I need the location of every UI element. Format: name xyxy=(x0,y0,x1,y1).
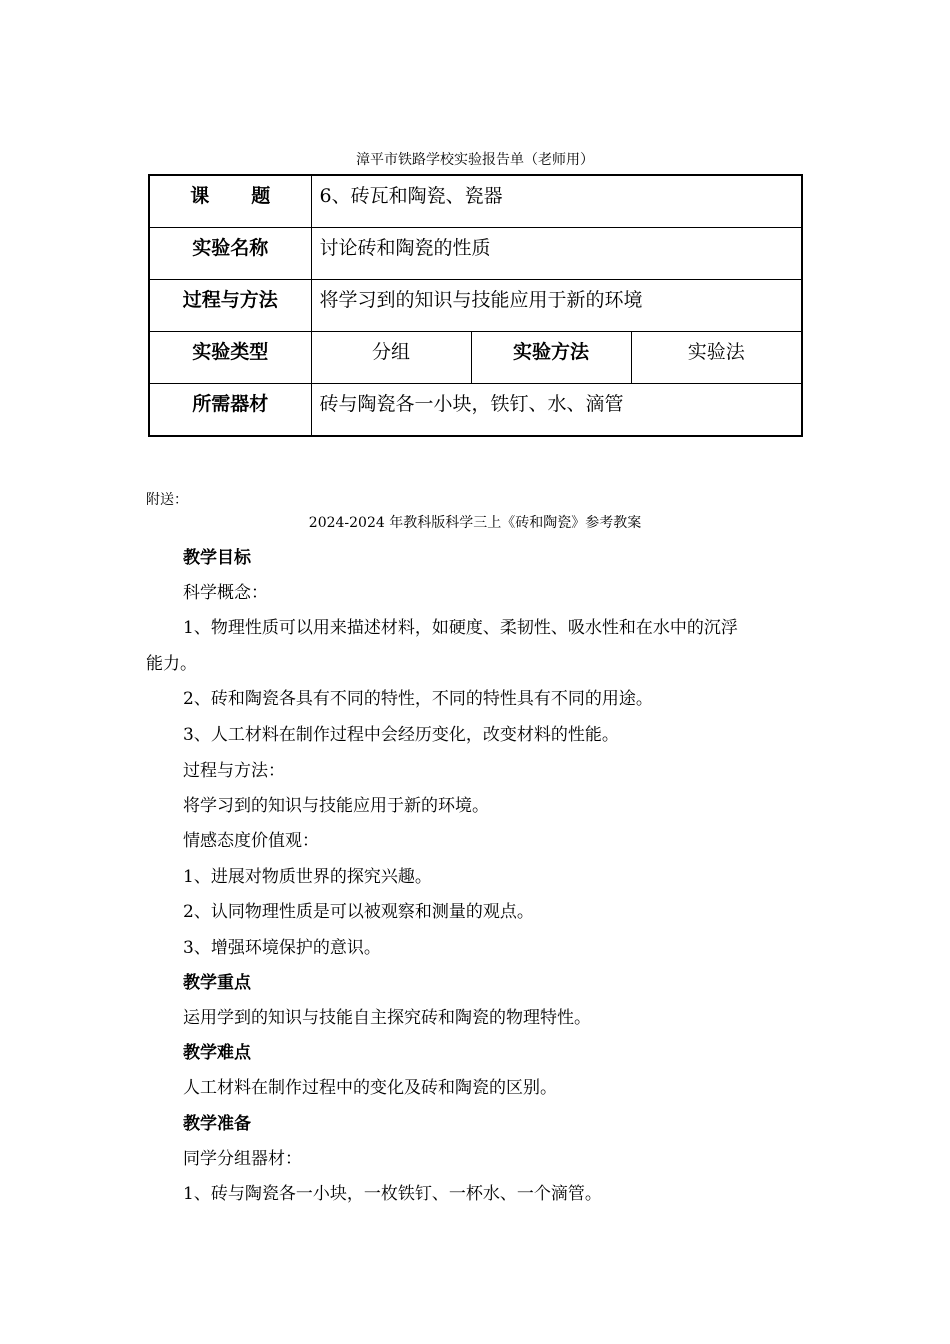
process-value: 将学习到的知识与技能应用于新的环境 xyxy=(311,280,802,332)
experiment-name-value: 讨论砖和陶瓷的性质 xyxy=(311,228,802,280)
equipment-label: 所需器材 xyxy=(149,384,311,437)
preparation-item-1: 1、砖与陶瓷各一小块，一枚铁钉、一杯水、一个滴管。 xyxy=(183,1184,602,1204)
attitude-item-1: 1、进展对物质世界的探究兴趣。 xyxy=(183,867,432,887)
key-point-text: 运用学到的知识与技能自主探究砖和陶瓷的物理特性。 xyxy=(183,1008,591,1028)
attitude-item-3: 3、增强环境保护的意识。 xyxy=(183,938,381,958)
experiment-type-label: 实验类型 xyxy=(149,332,311,384)
attachment-label: 附送： xyxy=(146,492,188,508)
topic-label-part-b: 题 xyxy=(251,185,271,207)
attitude-item-2: 2、认同物理性质是可以被观察和测量的观点。 xyxy=(183,902,534,922)
preparation-label: 同学分组器材： xyxy=(183,1149,302,1169)
goal-heading: 教学目标 xyxy=(183,548,251,568)
process-section-label: 过程与方法： xyxy=(183,761,285,781)
table-row-equipment xyxy=(149,384,802,437)
report-table xyxy=(148,174,803,437)
table-row-type xyxy=(149,332,802,384)
equipment-value: 砖与陶瓷各一小块，铁钉、水、滴管 xyxy=(311,384,802,437)
table-row-name xyxy=(149,228,802,280)
preparation-heading: 教学准备 xyxy=(183,1114,251,1134)
experiment-type-value: 分组 xyxy=(311,332,471,384)
topic-label-part-a: 课 xyxy=(190,185,210,207)
difficulty-text: 人工材料在制作过程中的变化及砖和陶瓷的区别。 xyxy=(183,1078,557,1098)
concept-item-3: 3、人工材料在制作过程中会经历变化，改变材料的性能。 xyxy=(183,725,619,745)
table-row-process xyxy=(149,280,802,332)
experiment-method-value: 实验法 xyxy=(631,332,802,384)
attitude-label: 情感态度价值观： xyxy=(183,831,319,851)
plan-title: 2024-2024 年教科版科学三上《砖和陶瓷》参考教案 xyxy=(308,515,642,531)
concept-item-1: 1、物理性质可以用来描述材料，如硬度、柔韧性、吸水性和在水中的沉浮 xyxy=(183,618,738,638)
experiment-method-label: 实验方法 xyxy=(471,332,631,384)
process-section-text: 将学习到的知识与技能应用于新的环境。 xyxy=(183,796,489,816)
concept-item-2: 2、砖和陶瓷各具有不同的特性，不同的特性具有不同的用途。 xyxy=(183,689,653,709)
process-label: 过程与方法 xyxy=(149,280,311,332)
concept-item-1-continued: 能力。 xyxy=(146,654,197,674)
topic-value: 6、砖瓦和陶瓷、瓷器 xyxy=(311,175,802,228)
table-row-topic xyxy=(149,175,802,228)
experiment-name-label: 实验名称 xyxy=(149,228,311,280)
difficulty-heading: 教学难点 xyxy=(183,1043,251,1063)
key-point-heading: 教学重点 xyxy=(183,973,251,993)
report-title: 漳平市铁路学校实验报告单（老师用） xyxy=(356,152,594,168)
concept-label: 科学概念： xyxy=(183,583,268,603)
topic-label xyxy=(149,175,311,228)
